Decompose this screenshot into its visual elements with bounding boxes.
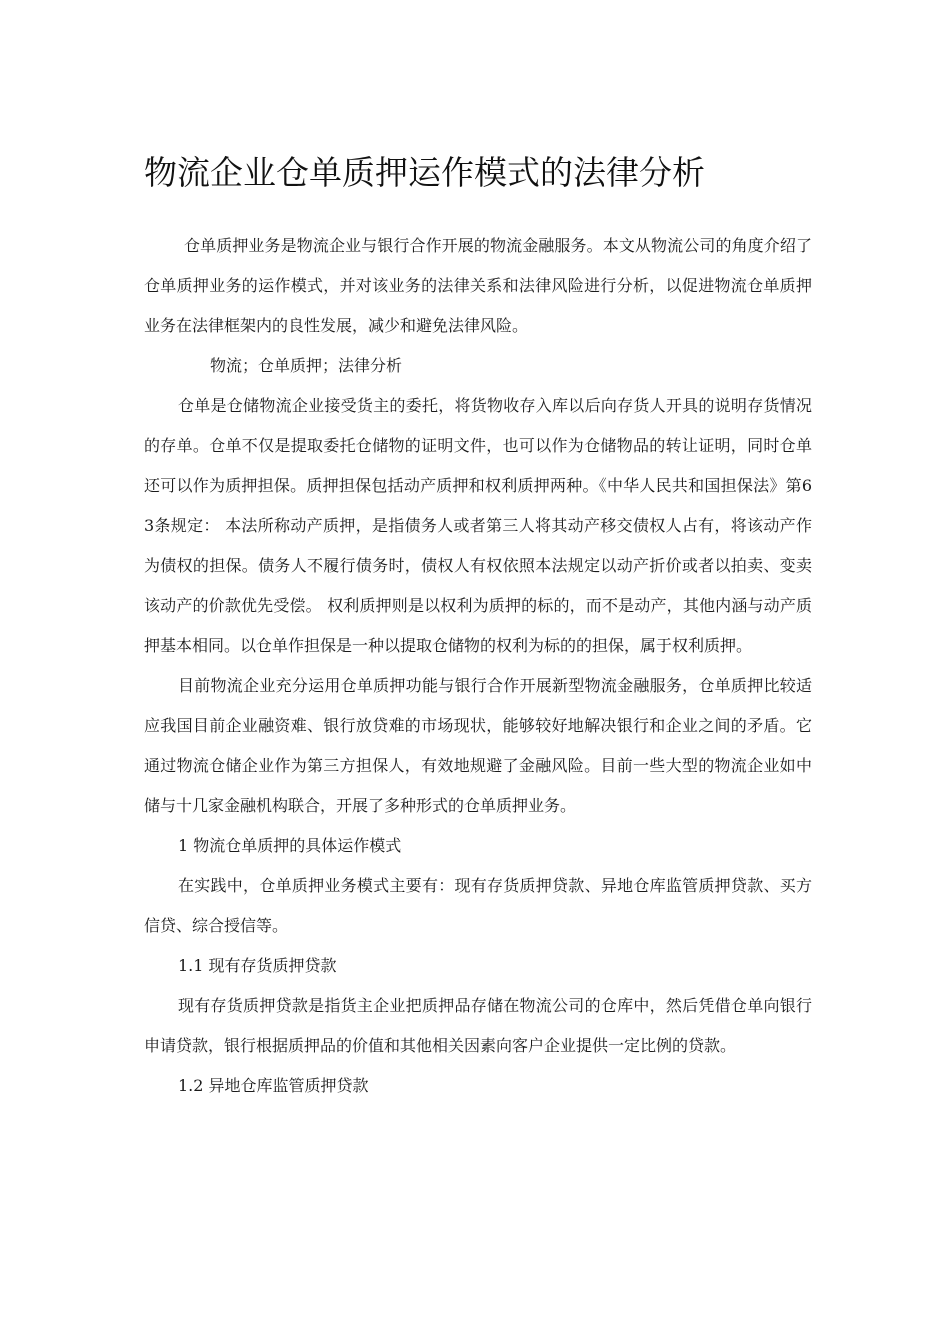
body-paragraph-1: 仓单是仓储物流企业接受货主的委托，将货物收存入库以后向存货人开具的说明存货情况的存单。仓单不仅是提取委托仓储物的证明文件，也可以作为仓储物品的转让证明，同时仓单还可以作为质押担保。质押担保包括动产质押和权利质押两种。《中华人民共和国担保法》第63条规定： 本法所称动产质押，是指债务人或者第三人将其动产移交债权人占有，将该动产作为债权的担保。债务人不履行债务时，债权人有权依照本法规定以动产折价或者以拍卖、变卖该动产的价款优先受偿。 权利质押则是以权利为质押的标的，而不是动产，其他内涵与动产质押基本相同。以仓单作担保是一种以提取仓储物的权利为标的的担保，属于权利质押。 <box>144 396 812 655</box>
document-title: 物流企业仓单质押运作模式的法律分析 <box>144 153 705 192</box>
section-1-heading: 1 物流仓单质押的具体运作模式 <box>178 836 402 855</box>
body-paragraph-2: 目前物流企业充分运用仓单质押功能与银行合作开展新型物流金融服务，仓单质押比较适应我国目前企业融资难、银行放贷难的市场现状，能够较好地解决银行和企业之间的矛盾。它通过物流仓储企业作为第三方担保人，有效地规避了金融风险。目前一些大型的物流企业如中储与十几家金融机构联合，开展了多种形式的仓单质押业务。 <box>144 676 812 815</box>
section-1-1-heading: 1.1 现有存货质押贷款 <box>178 956 337 975</box>
keywords-line: 物流；仓单质押；法律分析 <box>210 356 403 375</box>
section-1-paragraph: 在实践中，仓单质押业务模式主要有：现有存货质押贷款、异地仓库监管质押贷款、买方信贷、综合授信等。 <box>144 876 812 935</box>
abstract-paragraph: 仓单质押业务是物流企业与银行合作开展的物流金融服务。本文从物流公司的角度介绍了仓单质押业务的运作模式，并对该业务的法律关系和法律风险进行分析，以促进物流仓单质押业务在法律框架内的良性发展，减少和避免法律风险。 <box>144 236 812 335</box>
section-1-2-heading: 1.2 异地仓库监管质押贷款 <box>178 1076 369 1095</box>
section-1-1-paragraph: 现有存货质押贷款是指货主企业把质押品存储在物流公司的仓库中，然后凭借仓单向银行申请贷款，银行根据质押品的价值和其他相关因素向客户企业提供一定比例的贷款。 <box>144 996 812 1055</box>
document-body <box>144 226 812 1106</box>
